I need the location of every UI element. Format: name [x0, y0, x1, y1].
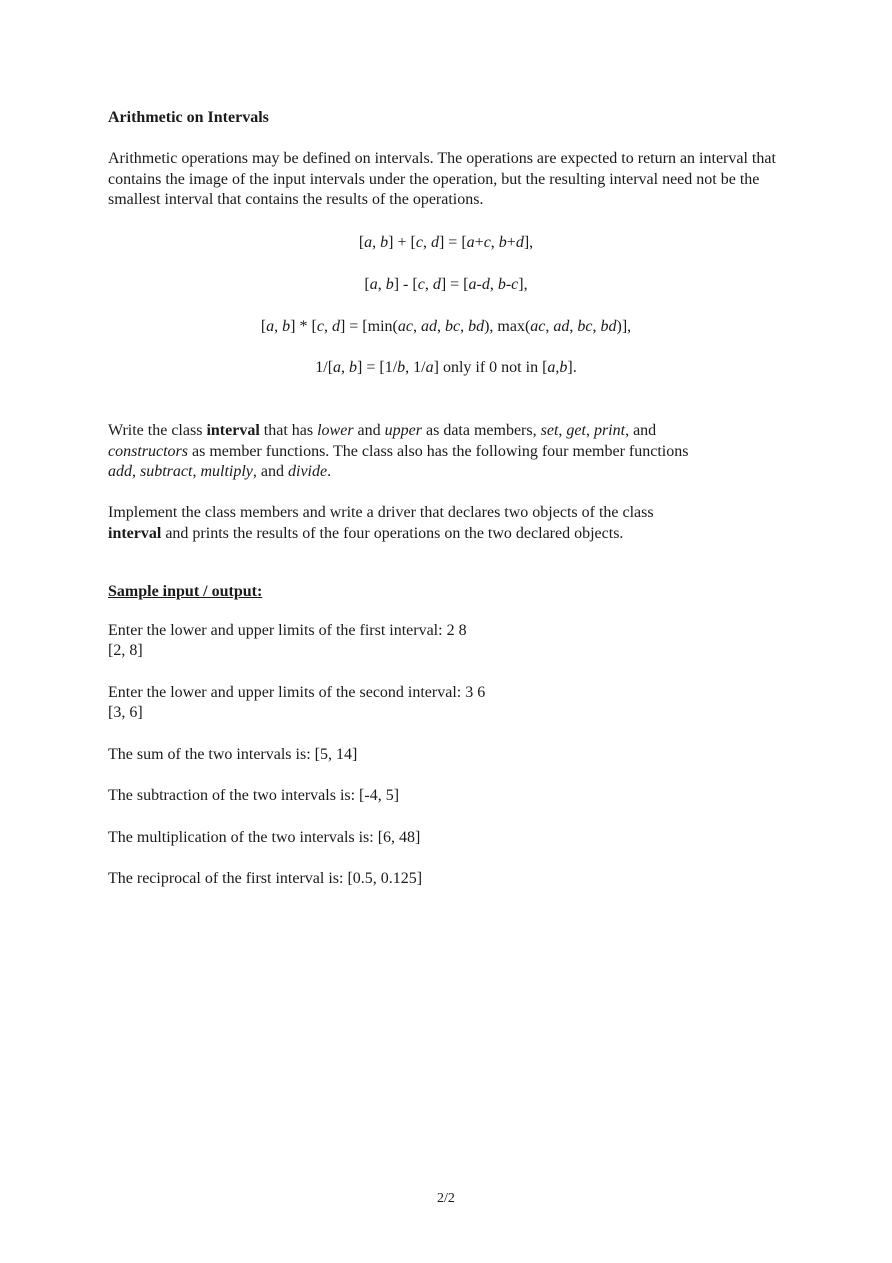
sample-multiplication: The multiplication of the two intervals is: [6, 48] [108, 829, 421, 846]
term-get: get [566, 422, 586, 439]
text-run: , [558, 422, 567, 439]
text-run: , and [252, 463, 288, 480]
sample-io-label: Sample input / output: [108, 583, 263, 600]
sample-output-first: [2, 8] [108, 642, 143, 659]
text-run: that has [259, 422, 318, 439]
class-name-bold: interval [206, 422, 260, 439]
term-add: add [108, 463, 132, 480]
term-upper: upper [384, 422, 422, 439]
sample-output-second: [3, 6] [108, 704, 143, 721]
term-multiply: multiply [200, 463, 253, 480]
term-subtract: subtract [140, 463, 193, 480]
text-run: and [353, 422, 385, 439]
equation-subtraction: [a, b] - [c, d] = [a-d, b-c], [364, 276, 528, 293]
term-print: print [593, 422, 626, 439]
equation-reciprocal: 1/[a, b] = [1/b, 1/a] only if 0 not in [a,b]. [315, 359, 577, 376]
text-run: . [327, 463, 332, 480]
implement-paragraph [108, 503, 788, 544]
sample-prompt-second: Enter the lower and upper limits of the second interval: 3 6 [108, 684, 486, 701]
sample-subtraction: The subtraction of the two intervals is: [-4, 5] [108, 787, 400, 804]
section-title: Arithmetic on Intervals [108, 109, 269, 126]
text-run: Implement the class members and write a driver that declares two objects of the class [108, 504, 654, 521]
page-number: 2/2 [437, 1191, 455, 1206]
equation-addition: [a, b] + [c, d] = [a+c, b+d], [358, 234, 534, 251]
equation-multiplication: [a, b] * [c, d] = [min(ac, ad, bc, bd), max(ac, ad, bc, bd)], [260, 318, 632, 335]
term-constructors: constructors [108, 442, 188, 460]
text-run: , and [625, 422, 657, 439]
text-run: as data members, [421, 422, 541, 439]
term-lower: lower [317, 422, 354, 439]
sample-reciprocal: The reciprocal of the first interval is: [0.5, 0.125] [108, 870, 423, 887]
class-description-paragraph [108, 421, 788, 483]
text-run: Write the class [108, 422, 207, 439]
text-run: , [132, 463, 140, 480]
text-run: , [585, 422, 594, 439]
text-run: as member functions. The class also has the following four member functions [188, 442, 689, 460]
class-name-bold: interval [108, 524, 162, 542]
sample-sum: The sum of the two intervals is: [5, 14] [108, 746, 358, 763]
text-run: and prints the results of the four operations on the two declared objects. [161, 524, 624, 542]
text-run: , [192, 463, 201, 480]
intro-paragraph: Arithmetic operations may be defined on intervals. The operations are expected to return an interval that contains the image of the input intervals under the operation, but the resulting interval need not be the smallest interval that contains the results of the operations. [108, 150, 776, 208]
sample-prompt-first: Enter the lower and upper limits of the first interval: 2 8 [108, 622, 467, 639]
term-divide: divide [288, 463, 328, 480]
term-set: set [540, 422, 559, 439]
